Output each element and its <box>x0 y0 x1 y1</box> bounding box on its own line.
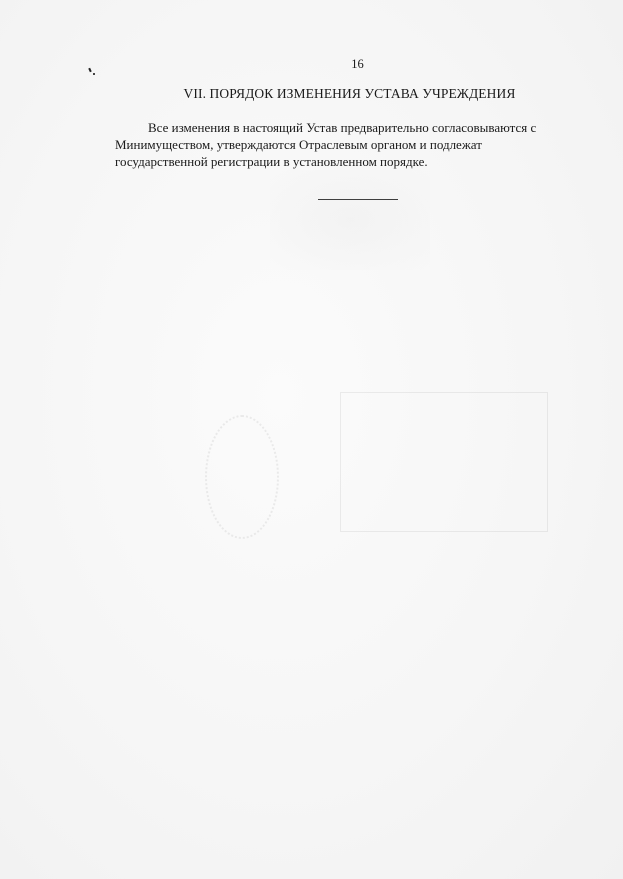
bleed-through-seal <box>205 415 279 539</box>
scan-speck <box>93 73 95 75</box>
paragraph-line: Минимуществом, утверждаются Отраслевым органом и подлежат <box>115 137 482 152</box>
paragraph-line: Все изменения в настоящий Устав предварительно согласовываются с <box>148 120 537 135</box>
bleed-through-mark <box>270 170 430 270</box>
page-number: 16 <box>351 57 364 71</box>
bleed-through-stamp <box>340 392 548 532</box>
section-title: VII. ПОРЯДОК ИЗМЕНЕНИЯ УСТАВА УЧРЕЖДЕНИЯ <box>183 86 516 101</box>
body-paragraph <box>115 119 596 170</box>
paragraph-line: государственной регистрации в установленном порядке. <box>115 154 428 169</box>
